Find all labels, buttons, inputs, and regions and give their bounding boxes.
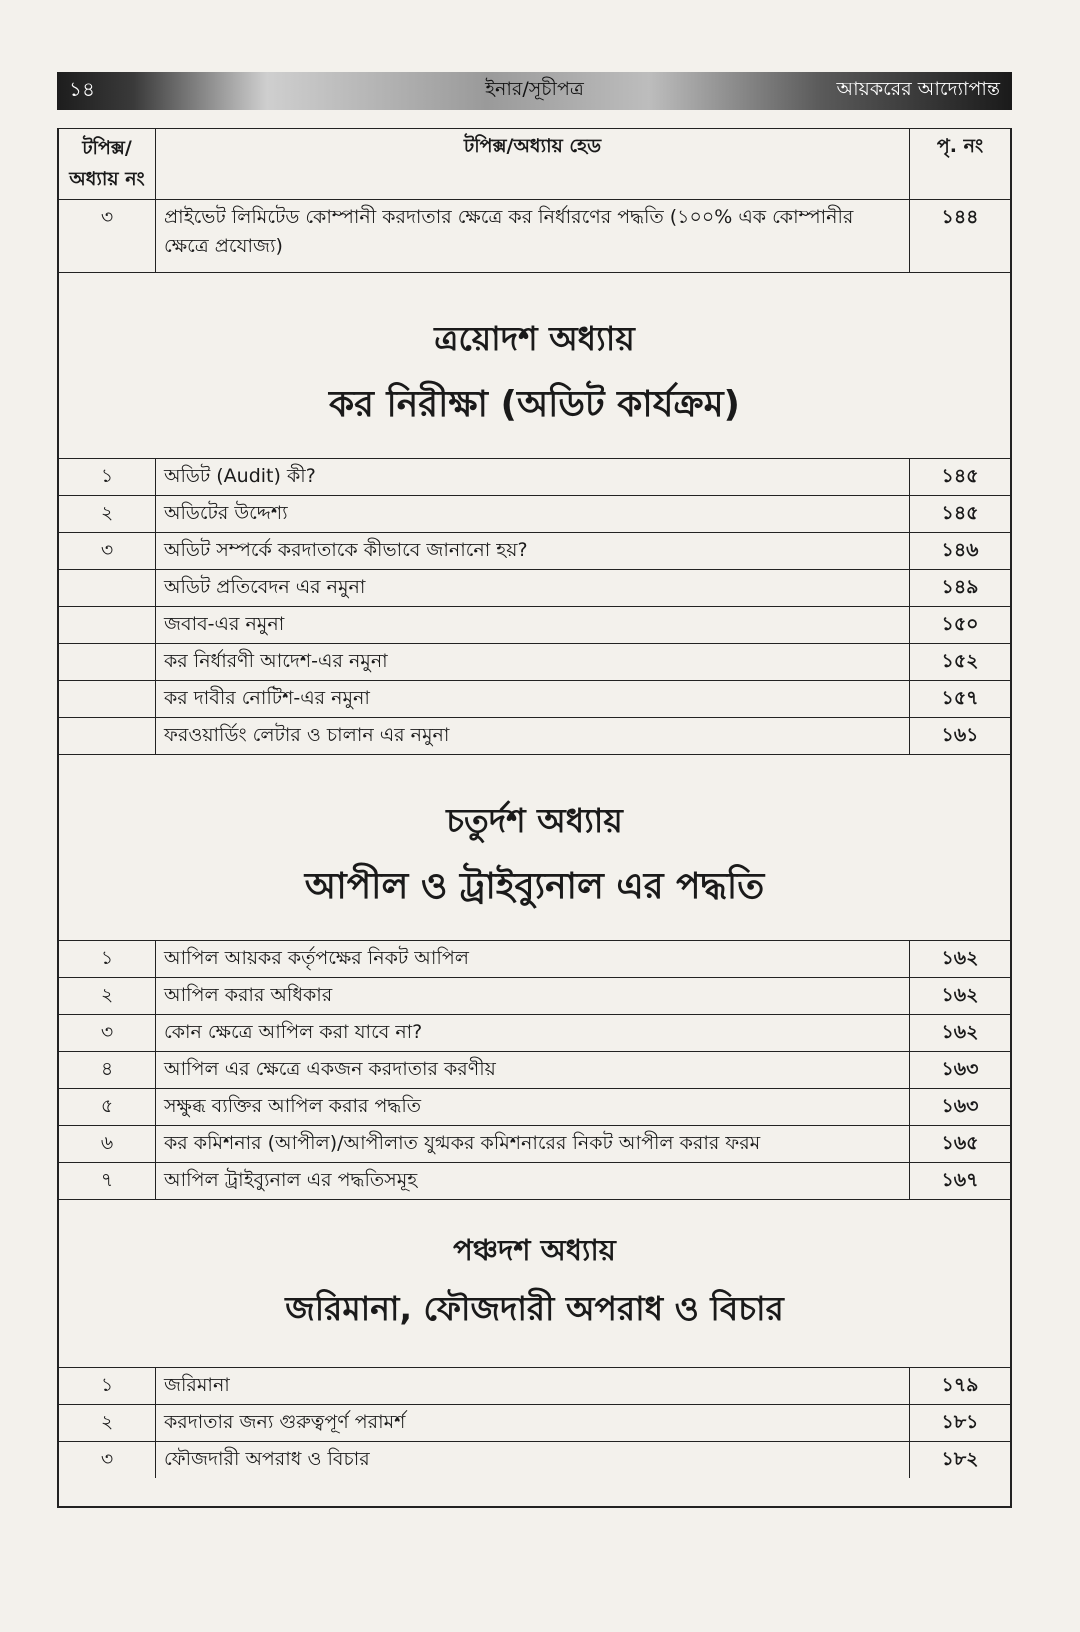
item-page: ১৮১	[941, 1411, 979, 1433]
chapter-number: পঞ্চদশ অধ্যায়	[453, 1233, 616, 1267]
item-number: ২	[59, 496, 156, 532]
chapter-number: চতুর্দশ অধ্যায়	[446, 801, 623, 840]
item-page: ১৬৭	[941, 1169, 979, 1191]
table-row	[59, 717, 1010, 754]
item-page: ১৫০	[941, 613, 979, 635]
item-number: ২	[59, 1405, 156, 1441]
table-row	[59, 1125, 1010, 1162]
table-header-row	[59, 128, 1010, 199]
table-row	[59, 940, 1010, 977]
item-title: জরিমানা	[156, 1368, 910, 1404]
item-number: ৩	[59, 200, 156, 272]
item-title: অডিট সম্পর্কে করদাতাকে কীভাবে জানানো হয়?	[156, 533, 910, 569]
item-page: ১৬২	[941, 947, 979, 969]
item-title: কর নির্ধারণী আদেশ-এর নমুনা	[156, 644, 910, 680]
table-row	[59, 1441, 1010, 1478]
item-number: ৩	[59, 533, 156, 569]
item-page: ১৪৫	[941, 465, 979, 487]
table-row	[59, 977, 1010, 1014]
table-row	[59, 1014, 1010, 1051]
item-number: ৫	[59, 1089, 156, 1125]
item-page: ১৫৭	[941, 687, 979, 709]
chapter-heading	[59, 754, 1010, 940]
item-page: ১৪৯	[941, 576, 979, 598]
item-number	[59, 681, 156, 717]
item-page: ১৭৯	[941, 1374, 979, 1396]
item-number	[59, 644, 156, 680]
item-number: ৪	[59, 1052, 156, 1088]
item-title: আপিল করার অধিকার	[156, 978, 910, 1014]
item-title: জবাব-এর নমুনা	[156, 607, 910, 643]
col-page-header: পৃ. নং	[936, 135, 984, 157]
page-header	[57, 72, 1012, 110]
item-title: অডিট (Audit) কী?	[156, 459, 910, 495]
item-number	[59, 718, 156, 754]
table-row	[59, 199, 1010, 272]
item-number: ৭	[59, 1163, 156, 1199]
item-page: ১৪৬	[941, 539, 979, 561]
item-number: ৬	[59, 1126, 156, 1162]
item-number: ১	[59, 459, 156, 495]
item-title: করদাতার জন্য গুরুত্বপূর্ণ পরামর্শ	[156, 1405, 910, 1441]
col-number-header: টপিক্স/ অধ্যায় নং	[59, 129, 156, 199]
chapter-title: জরিমানা, ফৌজদারী অপরাধ ও বিচার	[285, 1289, 784, 1328]
item-title: কর দাবীর নোটিশ-এর নমুনা	[156, 681, 910, 717]
item-title: সক্ষুব্ধ ব্যক্তির আপিল করার পদ্ধতি	[156, 1089, 910, 1125]
item-page: ১৪৫	[941, 502, 979, 524]
table-row	[59, 569, 1010, 606]
table-row	[59, 532, 1010, 569]
page-number: ১৪	[69, 76, 95, 101]
chapter-heading	[59, 1199, 1010, 1367]
chapter-number: ত্রয়োদশ অধ্যায়	[434, 319, 635, 358]
item-page: ১৫২	[941, 650, 979, 672]
item-page: ১৬১	[941, 724, 979, 746]
table-row	[59, 643, 1010, 680]
item-number: ১	[59, 1368, 156, 1404]
table-row	[59, 1088, 1010, 1125]
item-title: ফৌজদারী অপরাধ ও বিচার	[156, 1442, 910, 1478]
item-number: ৩	[59, 1015, 156, 1051]
table-row	[59, 1051, 1010, 1088]
item-title: অডিটের উদ্দেশ্য	[156, 496, 910, 532]
item-title: প্রাইভেট লিমিটেড কোম্পানী করদাতার ক্ষেত্রে কর নির্ধারণের পদ্ধতি (১০০% এক কোম্পানীর ক্ষেত্রে প্রযোজ্য)	[156, 200, 910, 272]
item-page: ১৬২	[941, 1021, 979, 1043]
item-title: কর কমিশনার (আপীল)/আপীলাত যুগ্মকর কমিশনারের নিকট আপীল করার ফরম	[156, 1126, 910, 1162]
table-row	[59, 1367, 1010, 1404]
header-center-title: ইনার/সূচীপত্র	[485, 78, 584, 100]
item-number: ১	[59, 941, 156, 977]
item-number	[59, 607, 156, 643]
item-number: ২	[59, 978, 156, 1014]
chapter-title: কর নিরীক্ষা (অডিট কার্যক্রম)	[328, 384, 741, 425]
item-page: ১৬৫	[941, 1132, 979, 1154]
item-page: ১৬৩	[941, 1095, 979, 1117]
table-row	[59, 495, 1010, 532]
item-page: ১৬৩	[941, 1058, 979, 1080]
chapter-heading	[59, 272, 1010, 458]
item-page: ১৬২	[941, 984, 979, 1006]
item-number	[59, 570, 156, 606]
table-row	[59, 680, 1010, 717]
table-row	[59, 458, 1010, 495]
table-row	[59, 1162, 1010, 1199]
item-title: আপিল আয়কর কর্তৃপক্ষের নিকট আপিল	[156, 941, 910, 977]
col-title-header: টপিক্স/অধ্যায় হেড	[156, 129, 910, 199]
contents-table	[57, 128, 1012, 1508]
item-title: অডিট প্রতিবেদন এর নমুনা	[156, 570, 910, 606]
book-title: আয়করের আদ্যোপান্ত	[836, 78, 1000, 100]
item-title: আপিল ট্রাইব্যুনাল এর পদ্ধতিসমূহ	[156, 1163, 910, 1199]
item-page: ১৮২	[941, 1448, 979, 1470]
item-page: ১৪৪	[941, 206, 979, 228]
table-row	[59, 606, 1010, 643]
item-title: কোন ক্ষেত্রে আপিল করা যাবে না?	[156, 1015, 910, 1051]
item-title: আপিল এর ক্ষেত্রে একজন করদাতার করণীয়	[156, 1052, 910, 1088]
table-row	[59, 1404, 1010, 1441]
item-number: ৩	[59, 1442, 156, 1478]
chapter-title: আপীল ও ট্রাইব্যুনাল এর পদ্ধতি	[304, 866, 765, 907]
item-title: ফরওয়ার্ডিং লেটার ও চালান এর নমুনা	[156, 718, 910, 754]
